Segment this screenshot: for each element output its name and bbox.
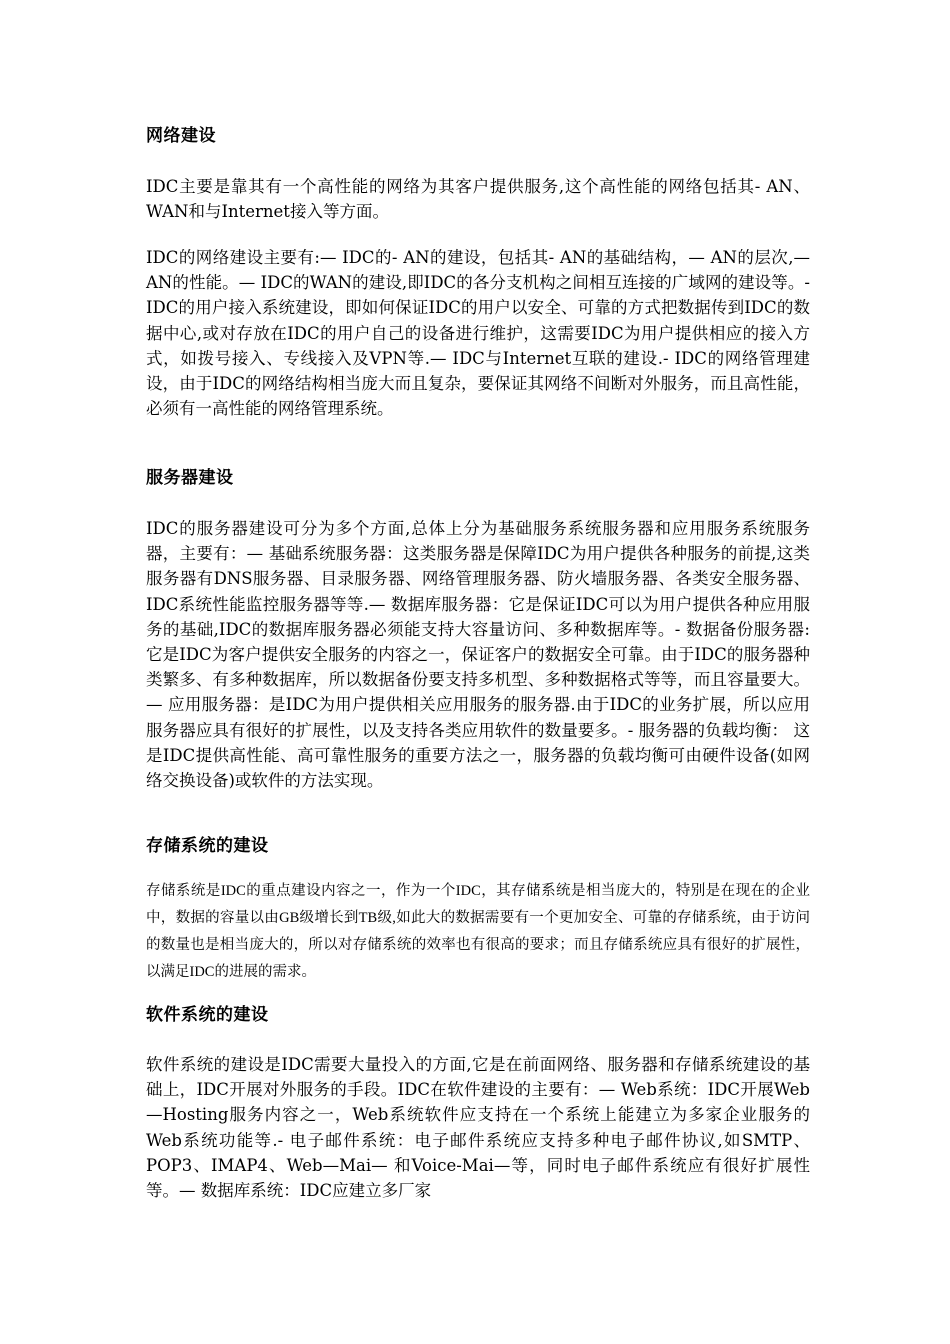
paragraph-storage-detail: 存储系统是IDC的重点建设内容之一，作为一个IDC，其存储系统是相当庞大的，特别是在现在的企业中，数据的容量以由GB级增长到TB级,如此大的数据需要有一个更加安全、可靠的存储系统，由于访问的数量也是相当庞大的，所以对存储系统的效率也有很高的要求；而且存储系统应具有很好的扩展性，以满足IDC的进展的需求。 [146,883,810,980]
heading-network: 网络建设 [146,126,216,146]
heading-server: 服务器建设 [146,468,234,488]
paragraph-server-detail: IDC的服务器建设可分为多个方面,总体上分为基础服务系统服务器和应用服务系统服务器，主要有：— 基础系统服务器：这类服务器是保障IDC为用户提供各种服务的前提,这类服务器有DNS服务器、目录服务器、网络管理服务器、防火墙服务器、各类安全服务器、IDC系统性能监控服务器等等.— 数据库服务器：它是保证IDC可以为用户提供各种应用服务的基础,IDC的数据库服务器必须能支持大容量访问、多种数据库等。- 数据备份服务器:它是IDC为客户提供安全服务的内容之一，保证客户的数据安全可靠。由于IDC的服务器种类繁多、有多种数据库，所以数据备份要支持多机型、多种数据格式等等，而且容量要大。— 应用服务器：是IDC为用户提供相关应用服务的服务器.由于IDC的业务扩展，所以应用服务器应具有很好的扩展性，以及支持各类应用软件的数量要多。- 服务器的负载均衡： 这是IDC提供高性能、高可靠性服务的重要方法之一，服务器的负载均衡可由硬件设备(如网络交换设备)或软件的方法实现。 [146,519,810,791]
heading-storage: 存储系统的建设 [146,836,269,856]
paragraph-network-detail: IDC的网络建设主要有:— IDC的- AN的建设，包括其- AN的基础结构，— AN的层次,— AN的性能。— IDC的WAN的建设,即IDC的各分支机构之间相互连接的广域网的建设等。- IDC的用户接入系统建设，即如何保证IDC的用户以安全、可靠的方式把数据传到IDC的数据中心,或对存放在IDC的用户自己的设备进行维护，这需要IDC为用户提供相应的接入方式，如拨号接入、专线接入及VPN等.— IDC与Internet互联的建设.- IDC的网络管理建设，由于IDC的网络结构相当庞大而且复杂，要保证其网络不间断对外服务，而且高性能，必须有一高性能的网络管理系统。 [146,248,810,419]
paragraph-software-detail: 软件系统的建设是IDC需要大量投入的方面,它是在前面网络、服务器和存储系统建设的基础上，IDC开展对外服务的手段。IDC在软件建设的主要有：— Web系统：IDC开展Web—Hosting服务内容之一，Web系统软件应支持在一个系统上能建立为多家企业服务的Web系统功能等.- 电子邮件系统：电子邮件系统应支持多种电子邮件协议,如SMTP、POP3、IMAP4、Web—Mai— 和Voice-Mai—等，同时电子邮件系统应有很好扩展性等。— 数据库系统：IDC应建立多厂家 [146,1055,810,1201]
paragraph-network-intro: IDC主要是靠其有一个高性能的网络为其客户提供服务,这个高性能的网络包括其- AN、WAN和与Internet接入等方面。 [146,177,810,222]
heading-software: 软件系统的建设 [146,1005,269,1025]
